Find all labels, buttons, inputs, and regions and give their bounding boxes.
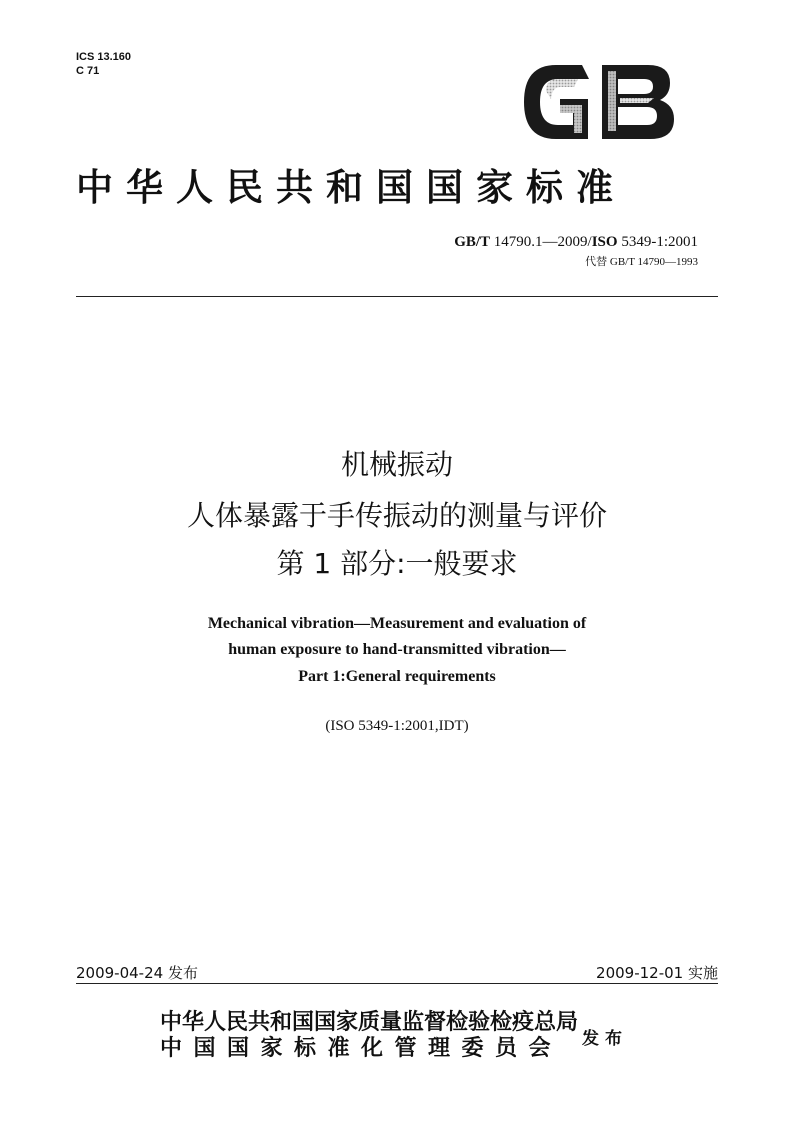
en-title-line1: Mechanical vibration—Measurement and evaluation of <box>207 615 587 632</box>
national-standard-title: 中华人民共和国国家标准 <box>76 165 626 209</box>
cn-title-line3: 第 1 部分:一般要求 <box>276 547 518 580</box>
classification-codes <box>76 50 131 78</box>
issuer-aqsiq: 中华人民共和国国家质量监督检验检疫总局 <box>160 1010 579 1035</box>
code-iso-number: 5349-1:2001 <box>617 234 698 250</box>
ccs-code: C 71 <box>76 65 100 77</box>
cn-title-line2: 人体暴露于手传振动的测量与评价 <box>186 499 607 532</box>
issue-date: 2009-04-24 发布 <box>76 964 198 982</box>
gb-logo <box>516 61 678 143</box>
code-gb-prefix: GB/T <box>454 234 491 250</box>
code-gb-number: 14790.1—2009/ <box>490 234 592 250</box>
ics-code: ICS 13.160 <box>76 51 132 63</box>
iso-equivalence: (ISO 5349-1:2001,IDT) <box>325 718 469 734</box>
publish-label: 发布 <box>582 1029 628 1049</box>
bottom-divider <box>76 983 718 984</box>
code-iso-prefix: ISO <box>591 234 618 250</box>
en-title-line3: Part 1:General requirements <box>298 668 496 685</box>
standard-code <box>454 234 698 251</box>
issuer-sac: 中国国家标准化管理委员会 <box>160 1036 563 1061</box>
cn-title-line1: 机械振动 <box>340 448 453 481</box>
en-title-line2: human exposure to hand-transmitted vibration— <box>228 641 566 658</box>
top-divider <box>76 296 718 297</box>
replaces-standard: 代替 GB/T 14790—1993 <box>585 256 698 268</box>
implementation-date: 2009-12-01 实施 <box>596 964 718 982</box>
